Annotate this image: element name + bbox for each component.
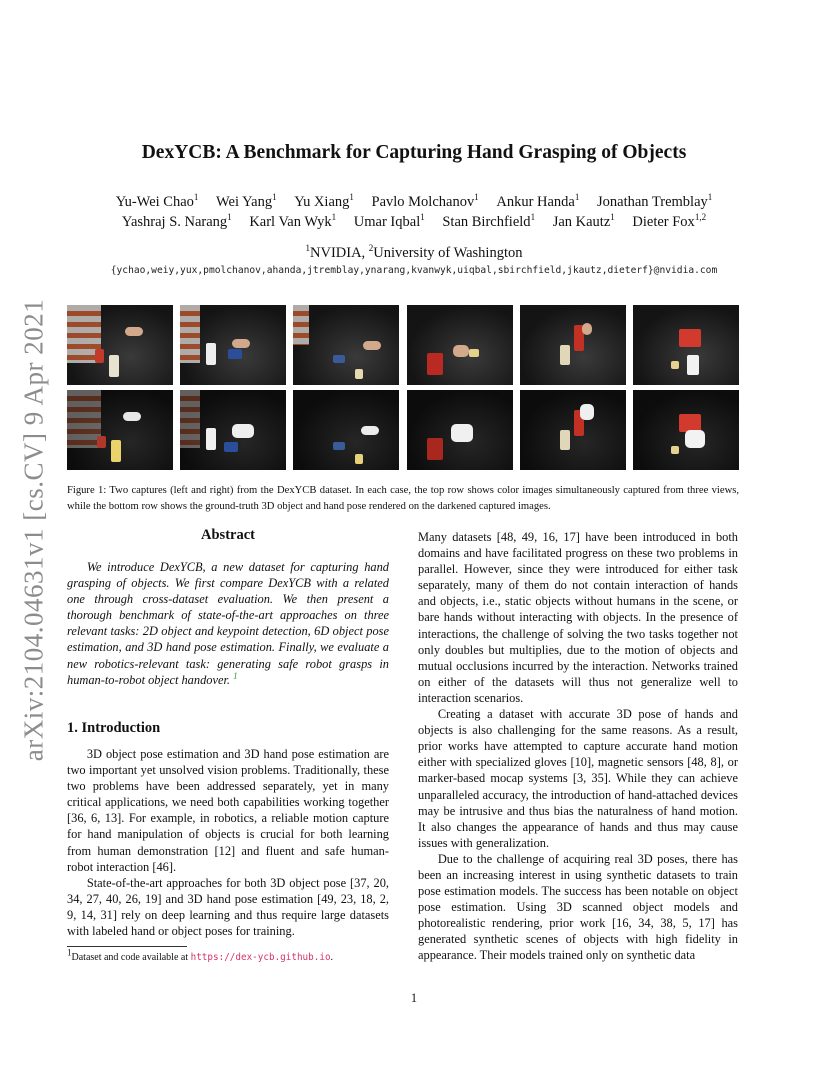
paper-title: DexYCB: A Benchmark for Capturing Hand Grasping of Objects (141, 142, 687, 163)
abstract-heading: Abstract (201, 527, 255, 543)
author-name: Umar Iqbal (353, 214, 421, 230)
author (294, 192, 354, 212)
figure-thumbnail (520, 305, 626, 385)
figure-1-image-grid (67, 305, 739, 470)
paragraph: 3D object pose estimation and 3D hand pose estimation are two important yet unsolved vision problems. Traditionally, these two problems have been addressed separately, yet in many critical applications, we need both capabilities working together [36, 6, 13]. For example, in robotics, a reliable motion capture for hand manipulation of objects is crucial for both learning from human demonstration [12] and fluent and safe human-robot interaction [46]. (67, 747, 389, 874)
author (216, 192, 277, 212)
author-affil: 1 (331, 212, 337, 223)
figure-thumbnail (67, 390, 173, 470)
footnote-url-link[interactable]: https://dex-ycb.github.io (190, 952, 331, 963)
footnote-mark: 1 (67, 947, 72, 958)
abstract-text: We introduce DexYCB, a new dataset for capturing hand grasping of objects. We first compare DexYCB with a related one through cross-dataset evaluation. We then present a thorough benchmark of state-of-the-art approaches on three relevant tasks: 2D object and keypoint detection, 6D object pose estimation, and 3D hand pose estimation. Finally, we evaluate a new robotics-relevant task: generating safe robot grasps in human-to-robot object handover. (67, 560, 389, 687)
author (354, 212, 425, 232)
author-affil: 1,2 (694, 212, 707, 223)
abstract (67, 559, 389, 688)
affil-uw: University of Washington (373, 245, 523, 261)
figure-thumbnail (67, 305, 173, 385)
author-emails: {ychao,weiy,yux,pmolchanov,ahanda,jtremblay,ynarang,kvanwyk,uiqbal,sbirchfield,jkautz,dieterf}@nvidia.com (110, 265, 718, 276)
author-name: Yu-Wei Chao (115, 194, 194, 210)
author-affil: 1 (474, 192, 479, 203)
author (372, 192, 479, 212)
author-affil: 1 (272, 192, 277, 203)
author (122, 212, 232, 232)
figure-thumbnail (180, 390, 286, 470)
author-name: Wei Yang (216, 194, 273, 210)
author-affil: 1 (227, 212, 232, 223)
author-affil: 1 (530, 212, 536, 223)
paragraph: Due to the challenge of acquiring real 3D poses, there has been an increasing interest in using synthetic datasets to train pose estimation models. The success has been notable on object pose estimation. Using 3D scanned object models and photorealistic rendering, prior work [16, 34, 38, 5, 17] has generated synthetic scenes of objects with high fidelity in appearance. Their models trained only on synthetic data (418, 851, 738, 963)
author-affil: 1 (193, 192, 199, 203)
figure-thumbnail (407, 305, 513, 385)
author (597, 192, 712, 212)
author-affil: 1 (610, 212, 615, 223)
figure-thumbnail (180, 305, 286, 385)
affil-mark-2: 2 (368, 243, 374, 254)
author-name: Pavlo Molchanov (371, 194, 475, 210)
affil-nvidia: NVIDIA, (310, 245, 369, 261)
author-name: Dieter Fox (632, 214, 695, 230)
figure-thumbnail (293, 305, 399, 385)
author-name: Ankur Handa (496, 194, 575, 210)
author (553, 212, 615, 232)
paragraph: Creating a dataset with accurate 3D pose of hands and objects is also challenging for the same reasons. As a result, prior works have attempted to capture accurate hand motion either with specialized gloves [10], magnetic sensors [48, 8], or marker-based mocap systems [3, 35]. While they can achieve unparalleled accuracy, the introduction of hand-attached devices may be intrusive and thus bias the naturalness of hand motion. It also changes the appearance of hands and thus may cause issues with generalization. (418, 707, 738, 850)
figure-thumbnail (293, 390, 399, 470)
arxiv-stamp (14, 295, 54, 765)
author (496, 192, 579, 212)
section-heading-introduction: 1. Introduction (67, 720, 161, 736)
author-affil: 1 (707, 192, 713, 203)
author-name: Karl Van Wyk (249, 214, 332, 230)
author-affil: 1 (420, 212, 425, 223)
author-name: Stan Birchfield (442, 214, 531, 230)
author (116, 192, 199, 212)
author (442, 212, 535, 232)
author (249, 212, 336, 232)
author-name: Jan Kautz (552, 214, 611, 230)
author-line-1 (60, 192, 768, 212)
right-column-body (418, 529, 738, 964)
paragraph: State-of-the-art approaches for both 3D object pose [37, 20, 34, 27, 40, 26, 19] and 3D hand pose estimation [49, 23, 18, 2, 9, 14, 31] rely on deep learning and thus require large datasets with labeled hand or object poses for training. (67, 875, 389, 939)
author-name: Yu Xiang (294, 194, 350, 210)
author-affil: 1 (574, 192, 580, 203)
figure-thumbnail (633, 390, 739, 470)
footnote-text: Dataset and code available at (71, 952, 191, 963)
paragraph: Many datasets [48, 49, 16, 17] have been introduced in both domains and have facilitated progress on these two problems in parallel. However, since they were introduced for either task separately, many of them do not contain interaction of hands and objects, i.e., static objects without humans in the scene, or bare hands without interacting with objects. In the presence of interactions, the challenge of solving the two tasks together not only doubles but multiplies, due to the motion of objects and mutual occlusions incurred by the interaction. Networks trained on either of the datasets will thus not generalize well to interaction scenarios. (418, 530, 738, 705)
footnote-rule (67, 946, 187, 947)
affil-mark-1: 1 (305, 243, 310, 254)
affiliations (0, 245, 828, 262)
footnote-marker[interactable]: 1 (233, 670, 238, 681)
footnote-end: . (330, 952, 334, 963)
footnote (67, 947, 389, 964)
author-line-2 (60, 212, 768, 232)
figure-1-caption: Figure 1: Two captures (left and right) from the DexYCB dataset. In each case, the top row shows color images simultaneously captured from three views, while the bottom row shows the ground-truth 3D object and hand pose rendered on the darkened captured images. (67, 485, 739, 512)
page-number: 1 (410, 991, 418, 1005)
author-affil: 1 (349, 192, 354, 203)
figure-thumbnail (633, 305, 739, 385)
figure-thumbnail (520, 390, 626, 470)
arxiv-stamp-text: arXiv:2104.04631v1 [cs.CV] 9 Apr 2021 (18, 298, 49, 762)
author (632, 212, 706, 232)
author-name: Yashraj S. Narang (121, 214, 228, 230)
introduction-body (67, 746, 389, 939)
figure-thumbnail (407, 390, 513, 470)
author-name: Jonathan Tremblay (597, 194, 708, 210)
